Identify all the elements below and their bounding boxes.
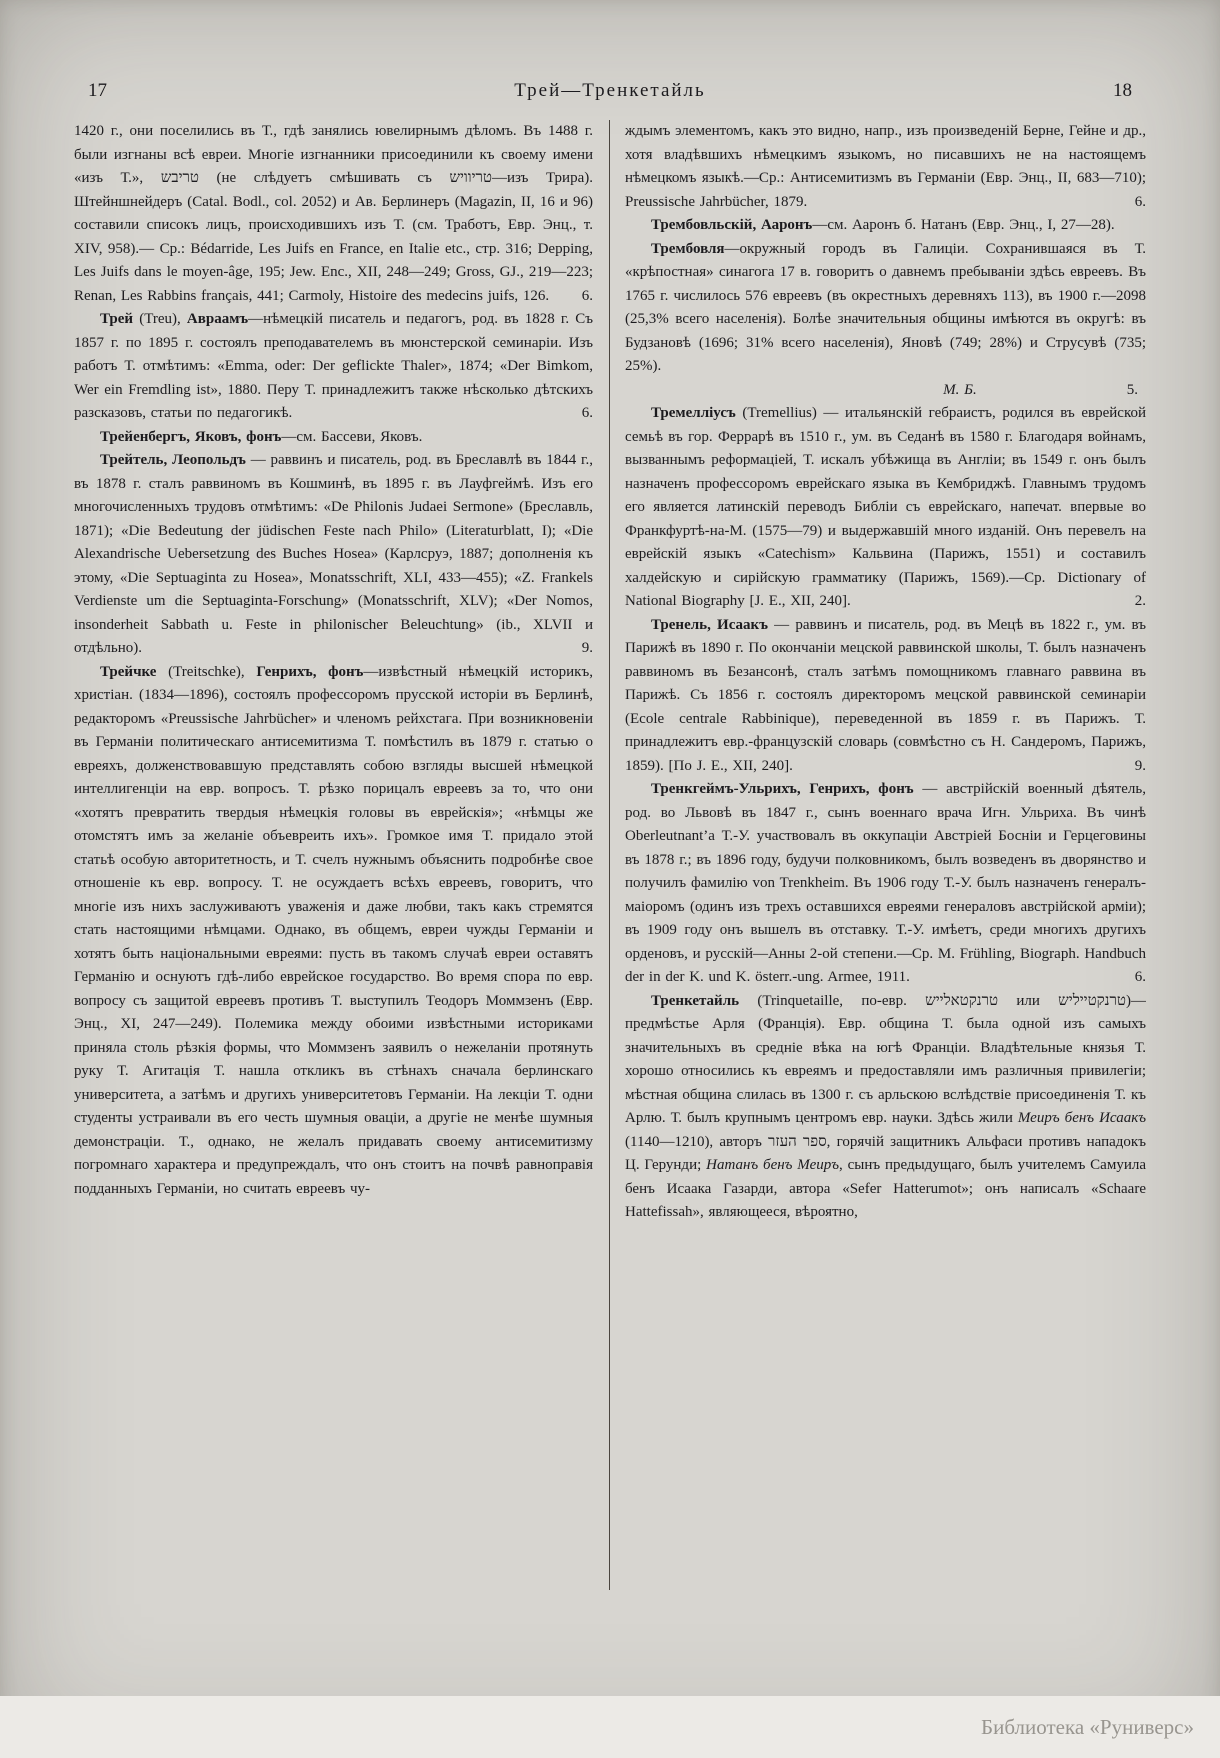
text-segment: —см. Ааронъ б. Натанъ (Евр. Энц., I, 27—28).	[812, 217, 1115, 233]
text-segment: — раввинъ и писатель, род. въ Мецѣ въ 1822 г., ум. въ Парижѣ въ 1890 г. По окончаніи мецской раввинской школы, Т. былъ назначенъ раввиномъ въ Безансонѣ, сталъ затѣмъ помощникомъ главнаго раввина въ Парижѣ. Съ 1856 г. состоялъ директоромъ мецской раввинской семинаріи (Ecole centrale Rabbinique), переведенной въ 1859 г. въ Парижъ. Т. принадлежитъ евр.-французскій словарь (совмѣстно съ Н. Сандеромъ, Парижъ, 1859). [По J. E., XII, 240].	[625, 616, 1146, 774]
text-columns	[74, 120, 1146, 1590]
entry-headword: Тренель, Исаакъ	[651, 616, 768, 633]
hebrew-text: ספר העזר	[768, 1133, 827, 1150]
text-segment: (Treu),	[139, 311, 187, 327]
entry-number: 6.	[581, 405, 593, 421]
text-segment: 1420 г., они поселились въ Т., гдѣ занялись ювелирнымъ дѣломъ. Въ 1488 г. были изгнаны всѣ евреи. Многіе изгнанники присоединили къ своему имени «изъ Т.»,	[74, 123, 593, 186]
hebrew-text: טרנקטייליש	[1058, 992, 1126, 1009]
text-segment: —изъ Трира). Штейншнейдеръ (Catal. Bodl., col. 2052) и Ав. Берлинеръ (Magazin, II, 16 и 96) составили списокъ лицъ, происходившихъ изъ Т. (см. Тработъ, Евр. Энц., т. XIV, 958).— Ср.: Bédarride, Les Juifs en France, en Italie etc., стр. 316; Depping, Les Juifs dans le moyen-âge, 195; Jew. Enc., XII, 248—249; Gross, GJ., 219—223; Renan, Les Rabbins français, 441; Carmoly, Histoire des medecins juifs, 126.	[74, 170, 593, 304]
text-segment: , сынъ предыдущаго, былъ учителемъ Самуила бенъ Исаака Газарди, автора «Sefer Hatterumot»; онъ написалъ «Schaare Hattefissah», являющееся, вѣроятно,	[625, 1157, 1146, 1220]
paragraph	[625, 402, 1146, 614]
entry-headword: Трембовльскій, Ааронъ	[651, 217, 813, 233]
text-segment: (не слѣдуетъ смѣшивать съ	[198, 170, 450, 186]
entry-number: 9.	[581, 640, 593, 656]
paragraph	[625, 238, 1146, 379]
italic-name: Натанъ бенъ Меиръ	[706, 1157, 840, 1173]
paragraph	[74, 426, 593, 450]
entry-headword: Трейчке	[100, 663, 169, 680]
paragraph	[625, 614, 1146, 779]
page-number-right: 18	[1112, 80, 1132, 101]
italic-name: Меиръ бенъ Исаакъ	[1017, 1110, 1146, 1126]
entry-number: 6.	[581, 287, 593, 304]
paragraph	[74, 661, 593, 1202]
paragraph	[74, 308, 593, 426]
paragraph	[74, 449, 593, 661]
entry-number: 6.	[1134, 969, 1146, 985]
entry-headword: Тренкетайль	[651, 992, 758, 1009]
text-segment: —окружный городъ въ Галиціи. Сохранившаяся въ Т. «крѣпостная» синагога 17 в. говоритъ о давнемъ пребываніи здѣсь евреевъ. Въ 1765 г. числилось 576 евреевъ (въ окрестныхъ деревняхъ 113), въ 1900 г.—2098 (25,3% всего населенія). Болѣе значительныя общины имѣются въ округѣ: въ Будзановѣ (1696; 31% всего населенія), Яновѣ (749; 28%) и Струсувѣ (735; 25%).	[625, 240, 1146, 374]
paragraph	[625, 214, 1146, 238]
text-segment: —извѣстный нѣмецкій историкъ, христіан. (1834—1896), состоялъ профессоромъ прусской исторіи въ Берлинѣ, редакторомъ «Preussische Jahrbücher» и членомъ рейхстага. При возникновеніи въ Германіи политическаго антисемитизма Т. помѣстилъ въ 1879 г. статью о евреяхъ, долженствовавшую представлять собою взгляды высшей нѣмецкой интеллигенціи на евр. вопросъ. Т. рѣзко порицалъ евреевъ за то, что они «хотятъ превратить твердыя нѣмецкія головы въ еврейскія»; «нѣмцы же отомстятъ имъ за желаніе объевреить ихъ». Громкое имя Т. придало этой статьѣ особую авторитетность, и Т. счелъ нужнымъ объяснить подробнѣе свое отношеніе къ евр. вопросу. Т. не осуждаетъ всѣхъ евреевъ, говоритъ, что многіе изъ нихъ заслуживаютъ уваженія и даже любви, такъ какъ стремятся стать настоящими нѣмцами. Однако, въ общемъ, евреи чужды Германіи и хотятъ быть національными евреями: пусть въ такомъ случаѣ евреи оставятъ Германію и оснуютъ гдѣ-либо еврейское государство. Во время спора по евр. вопросу съ защитой евреевъ противъ Т. выступилъ Теодоръ Моммзенъ (Евр. Энц., XI, 247—249). Полемика между обоими извѣстными историками приняла столь рѣзкія формы, что Моммзенъ заявилъ о нежеланіи протянуть руку Т. Агитація Т. нашла откликъ въ стѣнахъ сначала берлинскаго университета, а затѣмъ и другихъ университетовъ Германіи. На лекціи Т. одни студенты устраивали въ его честь шумныя оваціи, а другіе не менѣе шумныя демонстраціи. Т., однако, не желалъ придавать своему антисемитизму погромнаго характера и предупреждалъ, что онъ стоитъ на почвѣ равноправія подданныхъ Германіи, но считать евреевъ чу-	[74, 663, 593, 1197]
paragraph	[625, 120, 1146, 214]
hebrew-text: טריבש	[160, 170, 199, 186]
entry-number: 5.	[1126, 381, 1138, 398]
entry-headword: Трейтель, Леопольдъ	[100, 452, 246, 468]
text-segment: ждымъ элементомъ, какъ это видно, напр., изъ произведеній Берне, Гейне и др., хотя владѣвшихъ нѣмецкимъ языкомъ, но писавшихъ не на настоящемъ нѣмецкомъ языкѣ.—Ср.: Антисемитизмъ въ Германіи (Евр. Энц., II, 683—710); Preussische Jahrbücher, 1879.	[625, 123, 1146, 210]
entry-headword: Трейенбергъ, Яковъ, фонъ	[100, 428, 282, 445]
footer-band	[0, 1696, 1220, 1758]
signature-initials: М. Б.	[943, 381, 977, 398]
text-segment: —см. Бассеви, Яковъ.	[281, 428, 423, 445]
column-left	[74, 120, 610, 1590]
watermark-text: Библиотека «Руниверс»	[981, 1714, 1194, 1739]
entry-headword: Генрихъ, фонъ	[256, 663, 364, 680]
hebrew-text: טריוויש	[449, 170, 492, 186]
entry-number: 6.	[1134, 193, 1146, 210]
hebrew-text: טרנקטאלייש	[925, 992, 999, 1009]
signature-line	[625, 379, 1146, 403]
entry-headword: Авраамъ	[186, 311, 249, 327]
text-segment: —нѣмецкій писатель и педагогъ, род. въ 1828 г. Съ 1857 г. по 1895 г. состоялъ преподавателемъ въ мюнстерской семинаріи. Изъ работъ Т. отмѣтимъ: «Emma, oder: Der geflickte Thaler», 1874; «Der Bimkom, Wer ein Fremdling ist», 1880. Перу Т. принадлежитъ также нѣсколько дѣтскихъ разсказовъ, статьи по педагогикѣ.	[74, 311, 594, 421]
column-right	[610, 120, 1146, 1590]
page-title: Трей—Тренкетайль	[514, 80, 706, 101]
text-segment: (1140—1210), авторъ	[625, 1133, 769, 1150]
entry-headword: Тренкгеймъ-Ульрихъ, Генрихъ, фонъ	[651, 781, 914, 797]
paragraph	[625, 778, 1146, 990]
entry-number: 2.	[1134, 593, 1146, 609]
entry-headword: Трей	[100, 311, 140, 327]
page-number-left: 17	[88, 80, 107, 101]
text-segment: или	[998, 992, 1059, 1009]
text-segment: , горячій защитникъ Альфаси противъ нападокъ Ц. Герунди;	[625, 1133, 1146, 1173]
text-segment: (Tremellius) — итальянскій гебраистъ, родился въ еврейской семьѣ въ гор. Феррарѣ въ 1510 г., ум. въ Седанѣ въ 1580 г. Благодаря войнамъ, вызваннымъ реформаціей, Т. искалъ убѣжища въ Англіи; въ 1549 г. онъ былъ назначенъ профессоромъ еврейскаго языка въ Кембриджѣ. Главнымъ трудомъ его является латинскій переводъ Библіи съ еврейскаго, напечат. впервые во Франкфуртѣ-на-М. (1575—79) и выдержавшій много изданій. Онъ перевелъ на еврейскій языкъ «Catechism» Кальвина (Парижъ, 1551) и составилъ халдейскую и сирійскую грамматику (Парижъ, 1569).—Ср. Dictionary of National Biography [J. E., XII, 240].	[625, 405, 1146, 609]
text-segment: )—предмѣстье Арля (Франція). Евр. община Т. была одной изъ самыхъ значительныхъ въ средніе вѣка на югѣ Франціи. Владѣтельные князья Т. хорошо относились къ евреямъ и предоставляли имъ различныя привилегіи; мѣстная община слилась въ 1300 г. съ арльскою вслѣдствіе присоединенія Т. къ Арлю. Т. былъ крупнымъ центромъ евр. науки. Здѣсь жили	[625, 992, 1146, 1126]
text-segment: — австрійскій военный дѣятель, род. во Львовѣ въ 1847 г., сынъ военнаго врача Игн. Ульриха. Въ чинѣ Oberleutnant’а Т.-У. участвовалъ въ оккупаціи Австріей Босніи и Герцеговины въ 1878 г.; въ 1896 году, будучи полковникомъ, былъ возведенъ въ дворянство и получилъ фамилію von Trenkheim. Въ 1906 году Т.-У. былъ назначенъ генералъ-маіоромъ (одинъ изъ трехъ оставшихся евреями генераловъ австрійской арміи); въ 1909 году онъ вышелъ въ отставку. Т.-У. имѣетъ, среди многихъ другихъ орденовъ, и русскій—Анны 2-ой степени.—Ср. M. Frühling, Biograph. Handbuch der in der K. und K. österr.-ung. Armee, 1911.	[625, 781, 1146, 985]
text-segment: (Trinquetaille, по-евр.	[757, 992, 926, 1009]
text-segment: (Treitschke),	[168, 663, 257, 680]
paragraph	[74, 120, 593, 308]
entry-number: 9.	[1134, 757, 1146, 774]
paragraph	[625, 990, 1146, 1225]
entry-headword: Трембовля	[651, 240, 725, 257]
text-segment: — раввинъ и писатель, род. въ Бреславлѣ въ 1844 г., въ 1878 г. сталъ раввиномъ въ Кошминѣ, въ 1895 г. въ Лауфгеймѣ. Изъ его многочисленныхъ трудовъ отмѣтимъ: «De Philonis Judaei Sermone» (Бреславль, 1871); «Die Bedeutung der jüdischen Feste nach Philo» (Literaturblatt, I); «Die Alexandrische Uebersetzung des Buches Hosea» (Карлсруэ, 1887; дополненія къ этому, «Die Septuaginta zu Hosea», Monatsschrift, XLI, 433—455); «Z. Frankels Verdienste um die Septuaginta-Forschung» (Monatsschrift, XLV); «Der Nomos, insonderheit Sabbath u. Feste in philonischer Beleuchtung» (ib., XLVII и отдѣльно).	[74, 452, 594, 656]
page-header	[88, 80, 1132, 102]
entry-headword: Тремелліусъ	[651, 405, 743, 421]
